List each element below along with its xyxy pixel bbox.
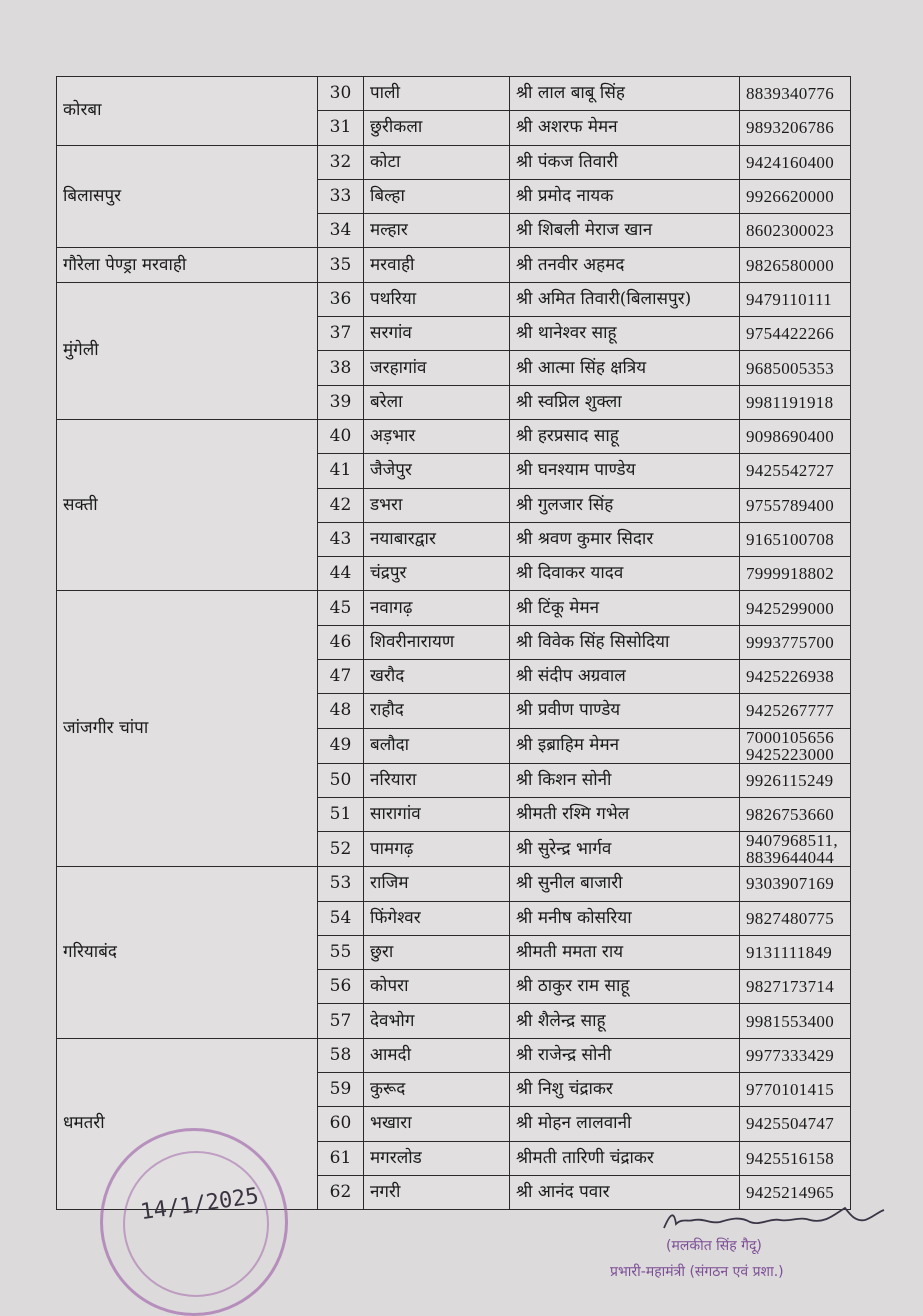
constituency-cell: मगरलोड — [364, 1141, 510, 1175]
constituency-cell: कुरूद — [364, 1073, 510, 1107]
phone-cell: 9926115249 — [740, 763, 851, 797]
phone-cell: 9425299000 — [740, 591, 851, 625]
constituency-cell: मल्हार — [364, 214, 510, 248]
constituency-cell: डभरा — [364, 488, 510, 522]
office-stamp — [100, 1128, 288, 1316]
phone-cell: 9827173714 — [740, 970, 851, 1004]
district-cell: गौरेला पेण्ड्रा मरवाही — [57, 248, 318, 282]
district-cell: मुंगेली — [57, 282, 318, 419]
name-cell: श्री अशरफ मेमन — [510, 111, 740, 145]
name-cell: श्री निशु चंद्राकर — [510, 1073, 740, 1107]
constituency-table — [56, 76, 851, 1210]
serial-number-cell: 30 — [318, 77, 364, 111]
name-cell: श्री शैलेन्द्र साहू — [510, 1004, 740, 1038]
constituency-cell: अड़भार — [364, 419, 510, 453]
constituency-cell: नरियारा — [364, 763, 510, 797]
phone-cell: 9303907169 — [740, 867, 851, 901]
phone-cell: 7999918802 — [740, 557, 851, 591]
table-row — [57, 145, 851, 179]
constituency-cell: पामगढ़ — [364, 832, 510, 867]
name-cell: श्री आत्मा सिंह क्षत्रिय — [510, 351, 740, 385]
serial-number-cell: 31 — [318, 111, 364, 145]
signatory-title: प्रभारी-महामंत्री (संगठन एवं प्रशा.) — [610, 1264, 784, 1280]
serial-number-cell: 60 — [318, 1107, 364, 1141]
district-cell: कोरबा — [57, 77, 318, 146]
serial-number-cell: 48 — [318, 694, 364, 728]
serial-number-cell: 42 — [318, 488, 364, 522]
table-body — [57, 77, 851, 1210]
serial-number-cell: 50 — [318, 763, 364, 797]
phone-cell — [740, 728, 851, 763]
constituency-cell: खरौद — [364, 660, 510, 694]
name-cell: श्री संदीप अग्रवाल — [510, 660, 740, 694]
serial-number-cell: 57 — [318, 1004, 364, 1038]
serial-number-cell: 32 — [318, 145, 364, 179]
constituency-cell: भखारा — [364, 1107, 510, 1141]
serial-number-cell: 41 — [318, 454, 364, 488]
phone-cell: 9425267777 — [740, 694, 851, 728]
table-row — [57, 867, 851, 901]
serial-number-cell: 34 — [318, 214, 364, 248]
phone-secondary: 9425223000 — [746, 744, 834, 764]
serial-number-cell: 47 — [318, 660, 364, 694]
serial-number-cell: 51 — [318, 797, 364, 831]
serial-number-cell: 53 — [318, 867, 364, 901]
constituency-cell: बिल्हा — [364, 179, 510, 213]
constituency-cell: कोटा — [364, 145, 510, 179]
serial-number-cell: 62 — [318, 1175, 364, 1209]
name-cell: श्री अमित तिवारी(बिलासपुर) — [510, 282, 740, 316]
constituency-cell: जैजेपुर — [364, 454, 510, 488]
constituency-cell: सारागांव — [364, 797, 510, 831]
phone-cell: 9425226938 — [740, 660, 851, 694]
name-cell: श्री प्रमोद नायक — [510, 179, 740, 213]
name-cell: श्री टिंकू मेमन — [510, 591, 740, 625]
name-cell: श्री सुनील बाजारी — [510, 867, 740, 901]
constituency-cell: शिवरीनारायण — [364, 625, 510, 659]
serial-number-cell: 55 — [318, 935, 364, 969]
constituency-cell: नवागढ़ — [364, 591, 510, 625]
name-cell: श्री मनीष कोसरिया — [510, 901, 740, 935]
phone-cell: 9981191918 — [740, 385, 851, 419]
serial-number-cell: 61 — [318, 1141, 364, 1175]
serial-number-cell: 33 — [318, 179, 364, 213]
constituency-cell: देवभोग — [364, 1004, 510, 1038]
serial-number-cell: 56 — [318, 970, 364, 1004]
constituency-cell: राजिम — [364, 867, 510, 901]
phone-cell: 9685005353 — [740, 351, 851, 385]
name-cell: श्री लाल बाबू सिंह — [510, 77, 740, 111]
phone-cell: 9993775700 — [740, 625, 851, 659]
phone-cell: 9424160400 — [740, 145, 851, 179]
serial-number-cell: 45 — [318, 591, 364, 625]
phone-cell: 9098690400 — [740, 419, 851, 453]
table-row — [57, 591, 851, 625]
district-cell: जांजगीर चांपा — [57, 591, 318, 867]
name-cell: श्री आनंद पवार — [510, 1175, 740, 1209]
stamp-date: 14/1/2025 — [138, 1183, 261, 1226]
phone-cell: 9165100708 — [740, 522, 851, 556]
serial-number-cell: 49 — [318, 728, 364, 763]
name-cell: श्री श्रवण कुमार सिदार — [510, 522, 740, 556]
name-cell: श्रीमती रश्मि गभेल — [510, 797, 740, 831]
phone-cell: 8602300023 — [740, 214, 851, 248]
name-cell: श्री गुलजार सिंह — [510, 488, 740, 522]
name-cell: श्री तनवीर अहमद — [510, 248, 740, 282]
constituency-cell: मरवाही — [364, 248, 510, 282]
phone-cell: 9826580000 — [740, 248, 851, 282]
serial-number-cell: 59 — [318, 1073, 364, 1107]
serial-number-cell: 36 — [318, 282, 364, 316]
serial-number-cell: 52 — [318, 832, 364, 867]
phone-cell: 9754422266 — [740, 317, 851, 351]
serial-number-cell: 46 — [318, 625, 364, 659]
signatory-name: (मलकीत सिंह गैदू) — [666, 1238, 762, 1254]
table-row — [57, 77, 851, 111]
constituency-cell: कोपरा — [364, 970, 510, 1004]
table-row — [57, 248, 851, 282]
name-cell: श्री मोहन लालवानी — [510, 1107, 740, 1141]
serial-number-cell: 40 — [318, 419, 364, 453]
name-cell: श्री इब्राहिम मेमन — [510, 728, 740, 763]
phone-cell: 9425504747 — [740, 1107, 851, 1141]
phone-secondary: 8839644044 — [746, 848, 834, 867]
table-row — [57, 282, 851, 316]
serial-number-cell: 39 — [318, 385, 364, 419]
phone-primary: 7000105656 — [746, 728, 834, 747]
name-cell: श्री घनश्याम पाण्डेय — [510, 454, 740, 488]
phone-cell: 9926620000 — [740, 179, 851, 213]
name-cell: श्री शिबली मेराज खान — [510, 214, 740, 248]
name-cell: श्री ठाकुर राम साहू — [510, 970, 740, 1004]
district-cell: गरियाबंद — [57, 867, 318, 1038]
phone-cell: 9827480775 — [740, 901, 851, 935]
name-cell: श्रीमती तारिणी चंद्राकर — [510, 1141, 740, 1175]
name-cell: श्री सुरेन्द्र भार्गव — [510, 832, 740, 867]
phone-cell: 9893206786 — [740, 111, 851, 145]
phone-cell: 9425214965 — [740, 1175, 851, 1209]
constituency-cell: नयाबारद्वार — [364, 522, 510, 556]
constituency-cell: नगरी — [364, 1175, 510, 1209]
name-cell: श्री दिवाकर यादव — [510, 557, 740, 591]
constituency-cell: बरेला — [364, 385, 510, 419]
name-cell: श्रीमती ममता राय — [510, 935, 740, 969]
constituency-cell: चंद्रपुर — [364, 557, 510, 591]
constituency-cell: सरगांव — [364, 317, 510, 351]
name-cell: श्री राजेन्द्र सोनी — [510, 1038, 740, 1072]
signature-scribble — [660, 1200, 890, 1236]
constituency-cell: छुरीकला — [364, 111, 510, 145]
phone-cell: 9981553400 — [740, 1004, 851, 1038]
serial-number-cell: 38 — [318, 351, 364, 385]
name-cell: श्री हरप्रसाद साहू — [510, 419, 740, 453]
phone-cell: 9826753660 — [740, 797, 851, 831]
phone-cell: 9755789400 — [740, 488, 851, 522]
phone-cell: 9425516158 — [740, 1141, 851, 1175]
constituency-cell: फिंगेश्वर — [364, 901, 510, 935]
phone-primary: 9407968511, — [746, 831, 838, 851]
phone-cell: 9770101415 — [740, 1073, 851, 1107]
name-cell: श्री स्वप्निल शुक्ला — [510, 385, 740, 419]
name-cell: श्री प्रवीण पाण्डेय — [510, 694, 740, 728]
name-cell: श्री विवेक सिंह सिसोदिया — [510, 625, 740, 659]
constituency-cell: जरहागांव — [364, 351, 510, 385]
phone-cell: 9425542727 — [740, 454, 851, 488]
constituency-cell: छुरा — [364, 935, 510, 969]
district-cell: बिलासपुर — [57, 145, 318, 248]
serial-number-cell: 43 — [318, 522, 364, 556]
district-cell: सक्ती — [57, 419, 318, 590]
serial-number-cell: 58 — [318, 1038, 364, 1072]
phone-cell — [740, 832, 851, 867]
constituency-cell: पाली — [364, 77, 510, 111]
constituency-cell: आमदी — [364, 1038, 510, 1072]
serial-number-cell: 37 — [318, 317, 364, 351]
table-row — [57, 419, 851, 453]
serial-number-cell: 54 — [318, 901, 364, 935]
constituency-cell: राहौद — [364, 694, 510, 728]
name-cell: श्री थानेश्वर साहू — [510, 317, 740, 351]
constituency-cell: बलौदा — [364, 728, 510, 763]
phone-cell: 9479110111 — [740, 282, 851, 316]
district-cell: धमतरी — [57, 1038, 318, 1209]
table-row — [57, 1038, 851, 1072]
phone-cell: 9131111849 — [740, 935, 851, 969]
name-cell: श्री पंकज तिवारी — [510, 145, 740, 179]
constituency-cell: पथरिया — [364, 282, 510, 316]
name-cell: श्री किशन सोनी — [510, 763, 740, 797]
serial-number-cell: 44 — [318, 557, 364, 591]
serial-number-cell: 35 — [318, 248, 364, 282]
phone-cell: 9977333429 — [740, 1038, 851, 1072]
phone-cell: 8839340776 — [740, 77, 851, 111]
